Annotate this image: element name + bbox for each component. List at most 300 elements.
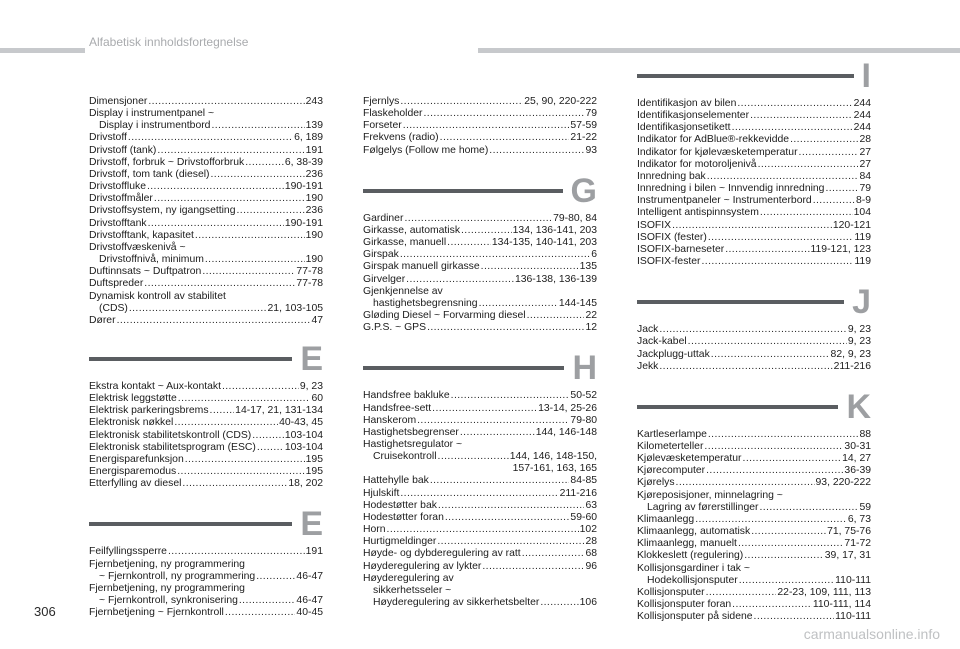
index-entry (363, 573, 597, 585)
index-entry-label: Display i instrumentpanel ~ (89, 108, 215, 120)
section-header-f (89, 504, 323, 546)
index-entry-pages: 9, 23 (847, 324, 871, 336)
dot-leader (540, 597, 578, 609)
index-entry-pages: 190 (305, 193, 323, 205)
index-entry-pages: 46-47 (296, 570, 323, 582)
index-entry (363, 390, 597, 402)
dot-leader (245, 157, 284, 169)
index-entry-pages: 18, 202 (288, 478, 323, 490)
index-entry-pages: 104 (853, 207, 871, 219)
index-entry-pages: 9, 23 (847, 336, 871, 348)
index-entry-pages: 60 (311, 393, 323, 405)
index-entry-label: Instrumentpaneler ~ Instrumenterbord (637, 195, 812, 207)
dot-leader (750, 110, 853, 122)
dot-leader (237, 205, 305, 217)
index-entry-pages: 77-78 (296, 266, 323, 278)
dot-leader (754, 611, 835, 623)
index-entry-pages: 84-85 (570, 475, 597, 487)
index-entry (637, 122, 871, 134)
dot-leader (432, 403, 537, 415)
index-entry-label: Høyderegulering av sikkerhetsbelter (373, 597, 540, 608)
dot-leader (489, 145, 584, 157)
index-entry-label: Jekk (637, 360, 659, 372)
index-entry-label: Innredning i bilen ~ Innvendig innredning (637, 183, 825, 195)
dot-leader (239, 595, 296, 607)
index-entry-pages: 25, 90, 220-222 (524, 96, 597, 107)
index-entry-pages: 68 (585, 548, 597, 560)
index-entry-pages: 59-60 (570, 511, 597, 523)
section-rule (637, 74, 871, 78)
index-entry-pages: 119 (854, 231, 871, 243)
section-rule (637, 405, 871, 409)
index-entry (363, 132, 597, 144)
index-entry-label: Klokkeslett (regulering) (637, 550, 744, 562)
index-entry-label: Dimensjoner (89, 96, 148, 107)
index-entry-label: ~ Fjernkontroll, ny programmering (99, 570, 256, 582)
index-entry-label: ~ Fjernkontroll, synkronisering (99, 595, 238, 606)
dot-leader (403, 120, 570, 132)
dot-leader (481, 261, 579, 273)
index-entry-pages: 134-135, 140-141, 203 (491, 237, 597, 249)
index-entry (89, 205, 323, 217)
dot-leader (427, 322, 584, 334)
index-entry-pages: 191 (305, 144, 323, 156)
index-entry-label: Elektronisk nøkkel (89, 417, 174, 429)
index-entry (363, 524, 597, 536)
section-letter: I (854, 56, 871, 96)
index-entry-pages: 134, 136-141, 203 (512, 224, 597, 236)
index-entry-pages: 110-111 (835, 574, 871, 586)
dot-leader (437, 536, 584, 548)
dot-leader (758, 159, 859, 171)
index-entry (363, 512, 597, 524)
dot-leader (417, 415, 569, 427)
dot-leader (482, 561, 584, 573)
section-rule (363, 366, 597, 370)
index-entry (363, 475, 597, 487)
dot-leader (743, 453, 842, 465)
index-entry-pages: 71, 75-76 (827, 526, 871, 538)
index-column-1 (89, 96, 323, 619)
index-entry-pages: 144, 146-148 (535, 426, 597, 438)
index-entry-pages: 195 (305, 466, 323, 478)
index-entry-label: Drivstofftank, kapasitet (89, 229, 194, 241)
index-entry (637, 441, 871, 453)
index-entry (637, 244, 871, 256)
index-entry (637, 183, 871, 195)
index-entry (637, 110, 871, 122)
entries-d (89, 96, 323, 327)
dot-leader (154, 193, 305, 205)
index-column-2 (363, 96, 597, 609)
index-entry-label: Kjørecomputer (637, 465, 706, 477)
dot-leader (210, 405, 235, 417)
index-entry (89, 417, 323, 429)
dot-leader (400, 96, 523, 108)
index-entry-pages: 28 (859, 134, 871, 146)
dot-leader (744, 550, 824, 562)
index-entry (637, 502, 871, 514)
index-entry-label: Drivstoff, forbruk ~ Drivstofforbruk (89, 156, 245, 168)
index-entry-pages: 243 (305, 96, 323, 107)
index-entry-pages: 40-43, 45 (279, 417, 323, 429)
index-entry-pages: 119-121, 123 (810, 243, 871, 255)
index-entry-pages: 106 (579, 597, 597, 608)
index-entry (89, 266, 323, 278)
index-entry (363, 237, 597, 249)
index-entry (363, 274, 597, 286)
index-entry (637, 98, 871, 110)
index-entry (89, 442, 323, 454)
index-entry-label: Handsfree-sett (363, 402, 432, 414)
dot-leader (117, 315, 311, 327)
index-entry-label: Identifikasjonsetikett (637, 122, 731, 134)
index-entry (363, 286, 597, 298)
index-entry-pages: 190-191 (284, 181, 323, 193)
index-entry (89, 595, 323, 607)
index-entry-label: Klimaanlegg, automatisk (637, 526, 751, 538)
index-entry-label: ISOFIX (637, 219, 672, 231)
index-entry-label: Identifikasjon av bilen (637, 98, 737, 109)
index-entry-pages: 6, 38-39 (284, 156, 323, 168)
index-entry-pages: 6, 73 (847, 513, 871, 525)
index-entry-pages: 144-145 (558, 297, 597, 309)
dot-leader (447, 237, 491, 249)
entries-k (637, 429, 871, 624)
index-entry-label: Duftspreder (89, 278, 144, 290)
index-entry (637, 429, 871, 441)
index-entry-label: Fjernbetjening, ny programmering (89, 558, 245, 570)
index-entry (637, 171, 871, 183)
index-entry-pages: 244 (853, 98, 871, 109)
index-entry-label: Fjernlys (363, 96, 400, 107)
index-entry (363, 145, 597, 157)
index-entry-label: Følgelys (Follow me home) (363, 144, 489, 156)
index-entry-pages: 14-17, 21, 131-134 (235, 405, 323, 417)
dot-leader (725, 244, 809, 256)
index-entry (637, 599, 871, 611)
index-entry (89, 381, 323, 393)
index-entry (89, 242, 323, 254)
index-entry (637, 477, 871, 489)
section-header-h (363, 348, 597, 390)
index-entry-pages: 191 (305, 546, 323, 558)
index-entry (363, 403, 597, 415)
index-entry-label: Høyderegulering av (363, 572, 454, 584)
index-entry (89, 230, 323, 242)
index-entry-pages: 93, 220-222 (815, 477, 871, 489)
index-entry (637, 526, 871, 538)
entries-f (89, 546, 323, 619)
index-entry-pages: 120-121 (832, 219, 871, 231)
index-entry-label: Kilometerteller (637, 440, 704, 452)
dot-leader (799, 147, 859, 159)
index-entry-pages: 40-45 (296, 607, 323, 619)
dot-leader (445, 512, 570, 524)
index-entry-label: Høyderegulering av lykter (363, 560, 482, 572)
dot-leader (751, 526, 826, 538)
index-entry-label: Kjøreposisjoner, minnelagring ~ (637, 489, 783, 501)
index-entry (637, 195, 871, 207)
section-letter: H (564, 348, 597, 388)
section-letter: E (292, 339, 323, 379)
index-entry-pages: 190-191 (284, 217, 323, 229)
dot-leader (479, 298, 558, 310)
index-entry-label: ISOFIX-barneseter (637, 243, 725, 255)
dot-leader (400, 488, 558, 500)
index-entry-label: Jack-kabel (637, 336, 687, 348)
index-entry (363, 439, 597, 451)
index-entry-pages: 157-161, 163, 165 (512, 463, 597, 475)
index-entry-label: Hastighetsregulator ~ (363, 438, 463, 450)
dot-leader (460, 427, 535, 439)
index-entry-pages: 50-52 (570, 390, 597, 402)
index-entry (637, 220, 871, 232)
index-entry (637, 349, 871, 361)
dot-leader (202, 266, 295, 278)
index-entry-pages: 236 (305, 205, 323, 217)
index-entry-pages: 93 (585, 144, 597, 156)
index-entry-label: Display i instrumentbord (99, 120, 211, 132)
index-entry-label: Hjulskift (363, 487, 400, 499)
index-entry (637, 575, 871, 587)
index-entry-pages: 88 (859, 428, 871, 440)
dot-leader (148, 96, 304, 108)
dot-leader (708, 429, 859, 441)
index-entry-label: Girvelger (363, 273, 406, 285)
index-entry-label: ISOFIX-fester (637, 256, 701, 268)
index-entry-pages: 211-216 (559, 487, 597, 499)
index-entry-label: Dynamisk kontroll av stabilitet (89, 290, 226, 302)
dot-leader (256, 571, 295, 583)
entries-h (363, 390, 597, 609)
dot-leader (174, 417, 278, 429)
index-entry-label: Elektronisk stabilitetskontroll (CDS) (89, 429, 252, 441)
section-letter: E (292, 504, 323, 544)
index-entry (637, 361, 871, 373)
index-entry (637, 611, 871, 623)
index-entry-label: Indikator for AdBlue®-rekkevidde (637, 134, 790, 146)
index-entry (363, 548, 597, 560)
dot-leader (225, 607, 296, 619)
index-entry (89, 454, 323, 466)
index-entry (89, 278, 323, 290)
index-entry-label: Kollisjonsputer (637, 586, 705, 598)
dot-leader (704, 441, 843, 453)
index-entry-pages: 110-111, 114 (812, 599, 871, 610)
index-entry (89, 303, 323, 315)
dot-leader (759, 502, 858, 514)
index-entry-label: Etterfylling av diesel (89, 478, 182, 490)
index-entry-pages: 190 (305, 254, 323, 266)
index-entry-label: Drivstoffvæskenivå ~ (89, 241, 186, 253)
index-entry-pages: 57-59 (570, 120, 597, 132)
index-entry-pages: 84 (859, 170, 871, 182)
index-entry-pages: 119 (854, 256, 871, 268)
index-entry-label: G.P.S. ~ GPS (363, 322, 427, 334)
index-entry-label: Girspak manuell girkasse (363, 261, 480, 273)
index-entry-pages: 144, 146, 148-150, (509, 451, 597, 463)
index-entry (637, 538, 871, 550)
index-entry-label: Girkasse, automatisk (363, 224, 461, 236)
dot-leader (205, 254, 305, 266)
dot-leader (168, 546, 305, 558)
index-entry-label: Kollisjonsputer på sidene (637, 611, 753, 623)
index-entry (363, 249, 597, 261)
index-entry-pages: 96 (585, 560, 597, 572)
index-entry-pages: 21-22 (570, 132, 597, 144)
index-entry-label: (CDS) (99, 302, 128, 314)
section-rule (89, 522, 323, 526)
index-entry-label: Elektronisk stabilitetsprogram (ESC) (89, 441, 256, 453)
index-entry-label: Fjernbetjening ~ Fjernkontroll (89, 607, 224, 619)
index-entry (637, 453, 871, 465)
index-entry (363, 561, 597, 573)
index-entry-pages: 211-216 (833, 360, 871, 372)
index-entry-pages: 135 (579, 261, 597, 273)
index-entry-label: Elektrisk parkeringsbrems (89, 405, 209, 417)
index-entry (89, 120, 323, 132)
index-entry-label: Dører (89, 314, 116, 326)
dot-leader (676, 477, 815, 489)
index-entry-label: Forseter (363, 120, 402, 132)
dot-leader (424, 108, 585, 120)
index-entry (363, 322, 597, 334)
index-entry-label: Intelligent antispinnsystem (637, 207, 759, 219)
index-entry (89, 583, 323, 595)
index-entry-label: Gløding Diesel ~ Forvarming diesel (363, 310, 526, 322)
dot-leader (659, 361, 832, 373)
index-entry (89, 145, 323, 157)
index-entry-label: Girkasse, manuell (363, 237, 447, 249)
index-entry-pages: 63 (585, 499, 597, 511)
dot-leader (185, 454, 305, 466)
index-entry-label: Flaskeholder (363, 108, 423, 120)
index-entry-label: Hattehylle bak (363, 475, 429, 487)
index-entry-label: Cruisekontroll (373, 451, 437, 463)
section-header-k (637, 387, 871, 429)
index-entry (363, 415, 597, 427)
index-entry (363, 463, 597, 475)
index-entry (89, 291, 323, 303)
index-entry-label: Gardiner (363, 212, 404, 224)
index-entry-label: Kartleserlampe (637, 428, 707, 440)
index-entry-pages: 236 (305, 168, 323, 180)
dot-leader (430, 475, 570, 487)
index-entry-pages: 79 (585, 108, 597, 120)
index-entry (89, 169, 323, 181)
entries-j (637, 324, 871, 373)
dot-leader (711, 349, 830, 361)
index-entry-label: Drivstoff, tom tank (diesel) (89, 168, 210, 180)
dot-leader (706, 465, 843, 477)
index-entry-pages: 27 (859, 158, 871, 170)
index-entry-pages: 82, 9, 23 (830, 348, 871, 360)
index-entry (637, 207, 871, 219)
index-entry-label: Hodestøtter foran (363, 511, 444, 523)
dot-leader (178, 393, 311, 405)
dot-leader (760, 207, 853, 219)
index-entry (637, 232, 871, 244)
index-entry-label: Fjernbetjening, ny programmering (89, 582, 245, 594)
section-rule (89, 357, 323, 361)
index-entry (363, 488, 597, 500)
index-entry-label: hastighetsbegrensning (373, 297, 478, 309)
entries-f2 (363, 96, 597, 157)
index-entry-pages: 79-80 (570, 414, 597, 426)
index-entry (637, 147, 871, 159)
index-entry (363, 597, 597, 609)
index-entry (637, 490, 871, 502)
dot-leader (706, 587, 777, 599)
dot-leader (144, 278, 295, 290)
index-entry (89, 405, 323, 417)
dot-leader (177, 466, 304, 478)
dot-leader (129, 303, 267, 315)
index-entry-label: Drivstofftank (89, 217, 147, 229)
index-entry-pages: 136-138, 136-139 (514, 273, 597, 285)
dot-leader (738, 538, 843, 550)
index-entry-pages: 22-23, 109, 111, 113 (777, 586, 871, 598)
dot-leader (147, 181, 284, 193)
index-entry (89, 181, 323, 193)
index-entry-pages: 12 (585, 322, 597, 334)
index-entry (637, 587, 871, 599)
index-entry (89, 157, 323, 169)
index-entry-label: Hurtigmeldinger (363, 536, 437, 548)
index-entry-label: Klimaanlegg (637, 513, 695, 525)
index-entry (89, 607, 323, 619)
index-entry-label: Girspak (363, 249, 399, 261)
watermark: carmanualsonline.info (803, 626, 940, 642)
dot-leader (695, 514, 847, 526)
dot-leader (737, 98, 852, 110)
dot-leader (451, 390, 570, 402)
dot-leader (257, 442, 284, 454)
index-entry-pages: 46-47 (296, 595, 323, 606)
section-letter: G (563, 171, 597, 211)
entries-g (363, 213, 597, 335)
index-entry-pages: 195 (305, 453, 323, 465)
index-entry-pages: 6 (591, 249, 597, 261)
index-entry-label: Kjølevæsketemperatur (637, 453, 742, 465)
index-entry (363, 108, 597, 120)
index-entry-label: Energisparefunksjon (89, 453, 184, 465)
dot-leader (195, 230, 305, 242)
index-entry (363, 536, 597, 548)
index-entry (89, 108, 323, 120)
index-entry-pages: 47 (311, 314, 323, 326)
index-entry-label: ISOFIX (fester) (637, 231, 707, 243)
index-entry (363, 96, 597, 108)
dot-leader (438, 500, 585, 512)
index-entry (637, 134, 871, 146)
index-entry-label: Hanskerom (363, 414, 417, 426)
header-bar-right (478, 48, 960, 53)
index-entry-pages: 59 (859, 501, 871, 513)
dot-leader (813, 195, 855, 207)
index-entry-label: Drivstofflukе (89, 181, 146, 193)
dot-leader (739, 575, 834, 587)
index-entry-label: Kjørelys (637, 477, 675, 489)
index-entry-label: Lagring av førerstillinger (647, 501, 759, 513)
index-entry-pages: 244 (853, 110, 871, 122)
index-entry-label: Jack (637, 324, 659, 336)
index-entry-label: Høyde- og dybderegulering av ratt (363, 548, 521, 560)
index-entry-label: Frekvens (radio) (363, 132, 439, 144)
index-entry-label: Duftinnsats ~ Duftpatron (89, 266, 202, 278)
dot-leader (790, 134, 858, 146)
